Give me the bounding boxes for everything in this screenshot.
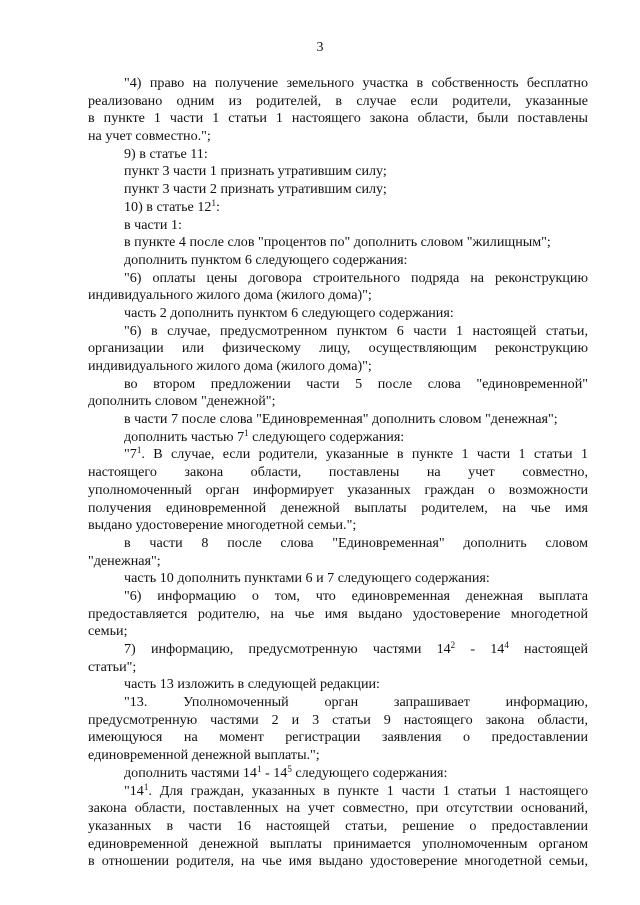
superscript: 1 [244,427,249,438]
text-segment: "4) право на получение земельного участка в собственность бесплатно [124,75,588,91]
text-line [88,411,588,429]
text-segment: - 14 [455,641,505,657]
text-segment: . Для граждан, указанных в пункте 1 части 1 статьи 1 настоящего [148,782,588,799]
text-line [88,836,588,854]
text-line [88,75,588,93]
text-segment: в отношении родителя, на чье имя выдано удостоверение многодетной семьи, [88,853,588,870]
text-segment: в пункте 4 после слов "процентов по" дополнить словом "жилищным"; [124,234,551,251]
superscript: 1 [143,781,149,792]
text-line [88,234,588,252]
document-body [88,75,588,871]
text-segment: дополнить словом "денежной"; [88,393,276,410]
text-line [88,535,588,553]
text-line [88,765,588,783]
text-segment: предусмотренную частями 2 и 3 статьи 9 настоящего закона области, [88,711,588,728]
text-line [88,800,588,818]
text-line [88,464,588,482]
superscript: 1 [136,445,142,456]
text-line [88,270,588,288]
text-line [88,376,588,394]
superscript: 2 [450,640,456,650]
text-line [88,323,588,341]
text-segment: закона области, поставленных на учет совместно, при отсутствии оснований, [88,800,588,817]
text-segment: "6) оплаты цены договора строительного подряда на реконструкцию [124,269,588,286]
text-line [88,517,588,535]
text-line [88,199,588,217]
text-segment: следующего содержания: [248,428,405,445]
text-segment: : [215,198,220,215]
text-line [88,694,588,712]
text-line [88,500,588,518]
text-line [88,305,588,323]
text-segment: 7) информацию, предусмотренную частями 14 [124,641,451,657]
text-segment: "6) в случае, предусмотренном пунктом 6 части 1 настоящей статьи, [124,322,588,339]
page-number: 3 [316,40,324,55]
text-segment: пункт 3 части 1 признать утратившим силу; [124,163,387,180]
text-segment: 10) в статье 12 [124,198,212,215]
text-line [88,623,588,641]
superscript: 5 [287,763,292,774]
text-segment: - 14 [261,764,288,781]
text-line [88,181,588,199]
text-line [88,570,588,588]
text-segment: дополнить частями 14 [124,764,257,781]
text-segment: указанных в части 16 настоящей статьи, решение о предоставлении [88,817,588,834]
text-segment: организации или физическому лицу, осуществляющим реконструкцию [88,340,588,357]
text-segment: на учет совместно."; [88,128,211,145]
text-segment: в пункте 1 части 1 статьи 1 настоящего закона области, были поставлены [88,110,588,127]
text-segment: следующего содержания: [291,764,448,781]
text-line [88,110,588,128]
text-segment: "13. Уполномоченный орган запрашивает информацию, [124,694,588,711]
text-segment: часть 10 дополнить пунктами 6 и 7 следующего содержания: [124,570,490,587]
text-segment: во втором предложении части 5 после слова "единовременной" [124,375,588,392]
text-segment: выдано удостоверение многодетной семьи."; [88,517,357,534]
text-line [88,93,588,111]
text-segment: семьи; [88,623,128,640]
text-segment: имеющуюся на момент регистрации заявления о предоставлении [88,729,588,746]
text-segment: настоящего закона области, поставлены на учет совместно, [88,464,588,481]
text-line [88,446,588,464]
text-line [88,217,588,235]
text-line [88,818,588,836]
text-line [88,606,588,624]
text-segment: статьи"; [88,658,137,675]
text-line [88,252,588,270]
text-segment: в части 7 после слова "Единовременная" дополнить словом "денежная"; [124,411,558,428]
text-line [88,659,588,677]
superscript: 1 [211,197,216,208]
text-segment: . В случае, если родители, указанные в пункте 1 части 1 статьи 1 [141,446,588,463]
text-segment: настоящей [508,641,588,657]
text-segment: в части 8 после слова "Единовременная" дополнить словом [124,534,588,551]
text-line [88,783,588,801]
text-segment: "7 [124,446,137,463]
text-segment: единовременной денежной выплаты принимается уполномоченным органом [88,835,588,852]
text-line [88,482,588,500]
text-line [88,163,588,181]
text-line [88,712,588,730]
text-segment: индивидуального жилого дома (жилого дома)"; [88,358,372,374]
text-line [88,393,588,411]
text-line [88,853,588,871]
text-line [88,553,588,571]
text-line [88,340,588,358]
text-line [88,729,588,747]
text-segment: часть 2 дополнить пунктом 6 следующего содержания: [124,304,454,321]
text-segment: часть 13 изложить в следующей редакции: [124,676,380,693]
text-segment: дополнить пунктом 6 следующего содержания: [124,251,408,268]
text-line [88,641,588,659]
text-line [88,747,588,765]
text-segment: предоставляется родителю, на чье имя выдано удостоверение многодетной [88,605,588,622]
text-segment: "денежная"; [88,552,161,569]
text-segment: уполномоченный орган информирует указанных граждан о возможности [88,481,588,498]
text-segment: "6) информацию о том, что единовременная денежная выплата [124,587,588,604]
text-segment: индивидуального жилого дома (жилого дома)"; [88,287,372,304]
text-line [88,429,588,447]
text-segment: дополнить частью 7 [124,428,245,445]
text-segment: в части 1: [124,216,182,233]
text-segment: получения единовременной денежной выплаты родителем, на чье имя [88,499,588,516]
text-line [88,287,588,305]
text-segment: пункт 3 части 2 признать утратившим силу; [124,181,387,198]
text-line [88,128,588,146]
superscript: 4 [504,640,509,650]
superscript: 1 [256,763,262,774]
text-line [88,588,588,606]
text-segment: 9) в статье 11: [124,145,208,162]
text-segment: "14 [124,782,144,799]
text-segment: единовременной денежной выплаты."; [88,747,320,764]
text-segment: реализовано одним из родителей, в случае если родители, указанные [88,92,588,109]
text-line [88,676,588,694]
text-line [88,358,588,376]
text-line [88,146,588,164]
